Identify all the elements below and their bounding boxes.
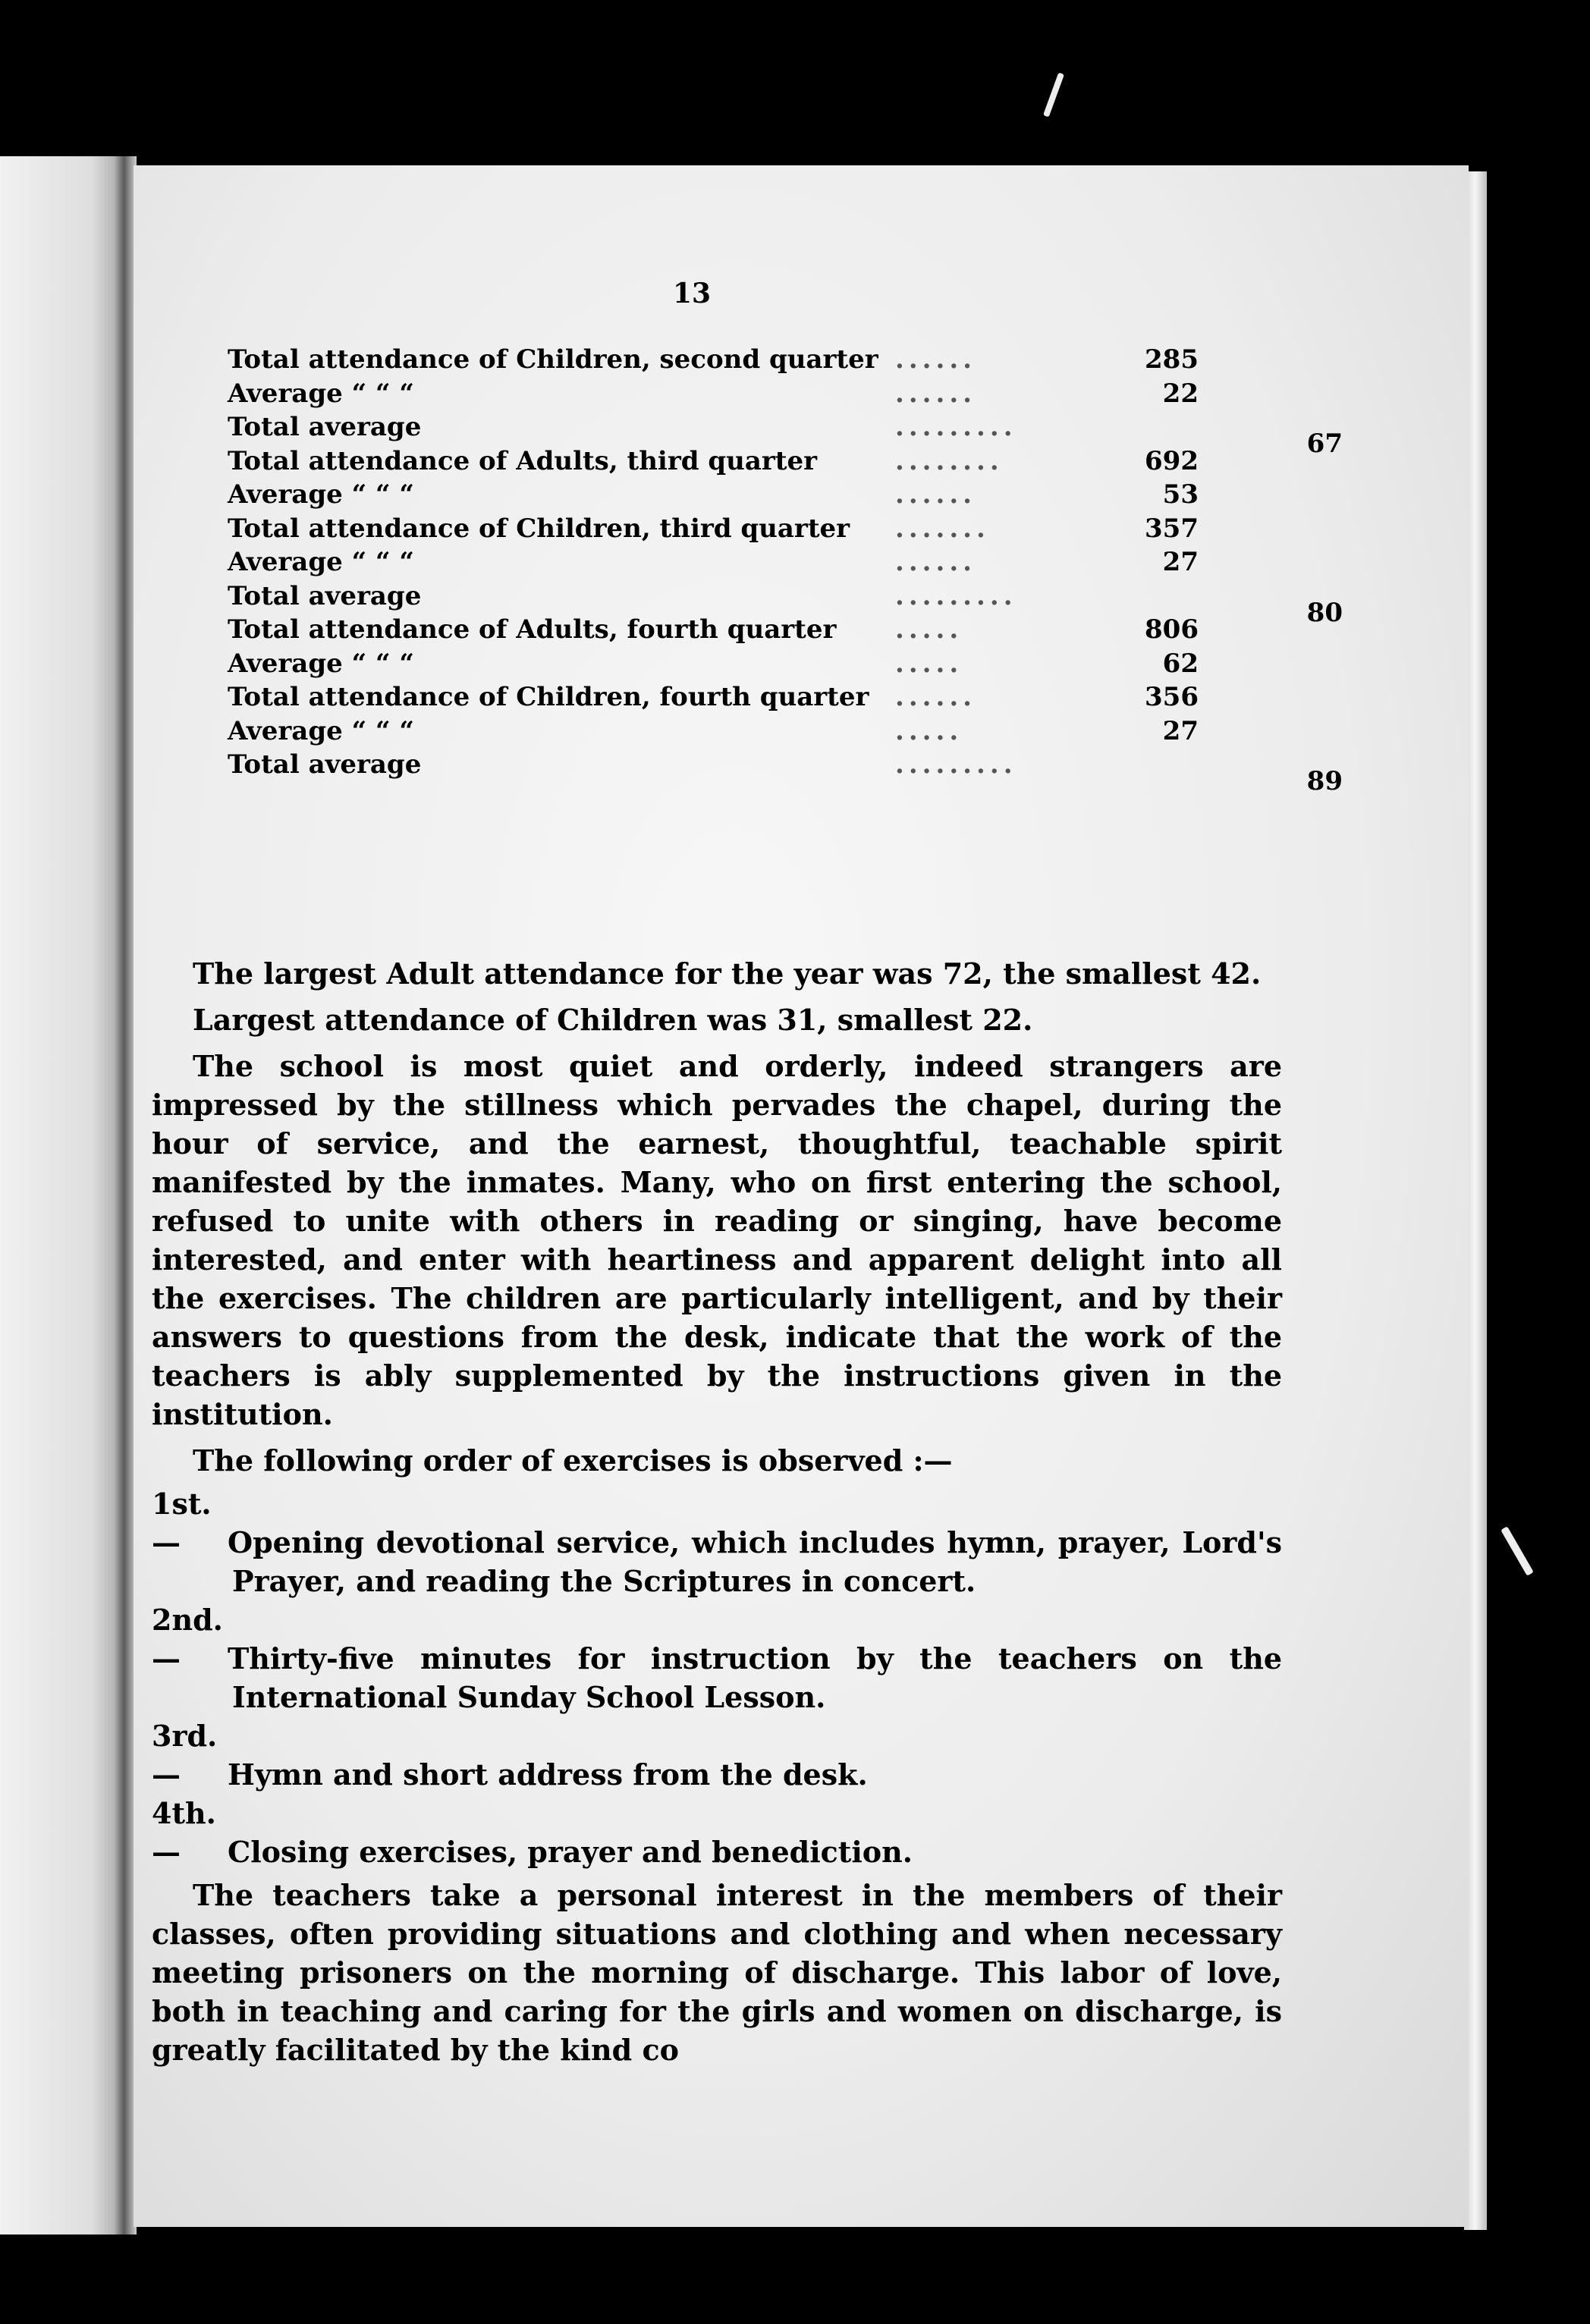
row-label: Total average <box>228 580 422 611</box>
exercise-number: 2nd.— <box>152 1603 223 1675</box>
row-label: Total average <box>228 412 422 442</box>
exercise-text: Opening devotional service, which includes hymn, prayer, Lord's Prayer, and reading the Scriptures in concert. <box>228 1525 1282 1598</box>
row-label: Average “ “ “ <box>228 715 414 746</box>
paragraph-largest-adult: The largest Adult attendance for the year was 72, the smallest 42. <box>193 956 1262 991</box>
attendance-table <box>228 343 1343 796</box>
exercise-number: 3rd.— <box>152 1719 218 1792</box>
table-row <box>228 545 1236 579</box>
dot-leader: ...... <box>895 547 977 577</box>
scan-mark <box>1500 1526 1534 1576</box>
exercise-text: Hymn and short address from the desk. <box>228 1757 868 1792</box>
dot-leader: ..... <box>895 614 963 645</box>
row-label: Total attendance of Children, fourth quarter <box>228 682 869 712</box>
table-row <box>228 579 1343 628</box>
page-number: 13 <box>672 278 712 309</box>
exercise-item <box>152 1484 1282 1600</box>
dot-leader: ...... <box>895 344 977 375</box>
paragraph-largest-children: Largest attendance of Children was 31, smallest 22. <box>193 1003 1033 1037</box>
row-label: Average “ “ “ <box>228 479 414 510</box>
row-value: 356 <box>1145 682 1199 712</box>
exercise-number: 4th.— <box>152 1796 216 1869</box>
dot-leader: ........ <box>895 445 1004 476</box>
table-row <box>228 647 1236 681</box>
paragraph-teachers: The teachers take a personal interest in the members of their classes, often providing situations and clothing and when necessary meeting prisoners on the morning of discharge. This labor of love, both in teaching and caring for the girls and women on discharge, is greatly facilitated by the kind co <box>152 1878 1282 2067</box>
row-value: 806 <box>1145 614 1199 645</box>
row-label: Average “ “ “ <box>228 547 414 577</box>
dot-leader: ...... <box>895 682 977 712</box>
exercise-item <box>152 1794 1282 1871</box>
table-row <box>228 613 1236 647</box>
row-label: Total attendance of Adults, fourth quarter <box>228 614 837 645</box>
row-value: 357 <box>1145 513 1199 544</box>
dot-leader: ..... <box>895 648 963 679</box>
row-value: 27 <box>1162 547 1199 577</box>
table-row <box>228 410 1343 459</box>
row-value: 53 <box>1162 479 1199 510</box>
exercise-item <box>152 1716 1282 1794</box>
row-total: 80 <box>1306 597 1343 628</box>
exercise-text: Closing exercises, prayer and benediction. <box>228 1835 913 1869</box>
dot-leader: ......... <box>895 580 1017 611</box>
body-text <box>152 954 1282 2077</box>
dot-leader: ...... <box>895 378 977 409</box>
row-total: 67 <box>1306 429 1343 459</box>
row-value: 27 <box>1162 715 1199 746</box>
dot-leader: ......... <box>895 749 1017 780</box>
facing-page <box>0 156 130 2234</box>
table-row <box>228 680 1236 714</box>
table-row <box>228 714 1236 749</box>
exercise-item <box>152 1600 1282 1716</box>
row-value: 62 <box>1162 648 1199 679</box>
exercise-number: 1st.— <box>152 1487 212 1559</box>
row-label: Average “ “ “ <box>228 378 414 409</box>
exercise-text: Thirty-five minutes for instruction by the teachers on the International Sunday School Lesson. <box>228 1641 1282 1714</box>
paragraph-school-quiet: The school is most quiet and orderly, indeed strangers are impressed by the stillness which pervades the chapel, during the hour of service, and the earnest, thoughtful, teachable spirit manifested by the inmates. Many, who on first entering the school, refused to unite with others in reading or singing, have become interested, and enter with heartiness and apparent delight into all the exercises. The children are particularly intelligent, and by their answers to questions from the desk, indicate that the work of the teachers is ably supplemented by the instructions given in the institution. <box>152 1049 1282 1431</box>
row-value: 285 <box>1145 344 1199 375</box>
scan-mark <box>1043 72 1064 117</box>
row-value: 22 <box>1162 378 1199 409</box>
row-label: Total attendance of Children, third quarter <box>228 513 850 544</box>
table-row <box>228 512 1236 546</box>
dot-leader: ..... <box>895 715 963 746</box>
dot-leader: ......... <box>895 412 1017 442</box>
row-label: Total average <box>228 749 422 780</box>
row-value: 692 <box>1145 445 1199 476</box>
table-row <box>228 444 1236 479</box>
paragraph-order-intro: The following order of exercises is observed :— <box>193 1443 953 1478</box>
dot-leader: ....... <box>895 513 990 544</box>
dot-leader: ...... <box>895 479 977 510</box>
table-row <box>228 478 1236 512</box>
table-row <box>228 343 1236 377</box>
table-row <box>228 377 1236 411</box>
row-total: 89 <box>1306 766 1343 796</box>
table-row <box>228 748 1343 796</box>
row-label: Total attendance of Adults, third quarter <box>228 445 818 476</box>
row-label: Average “ “ “ <box>228 648 414 679</box>
row-label: Total attendance of Children, second quarter <box>228 344 878 375</box>
